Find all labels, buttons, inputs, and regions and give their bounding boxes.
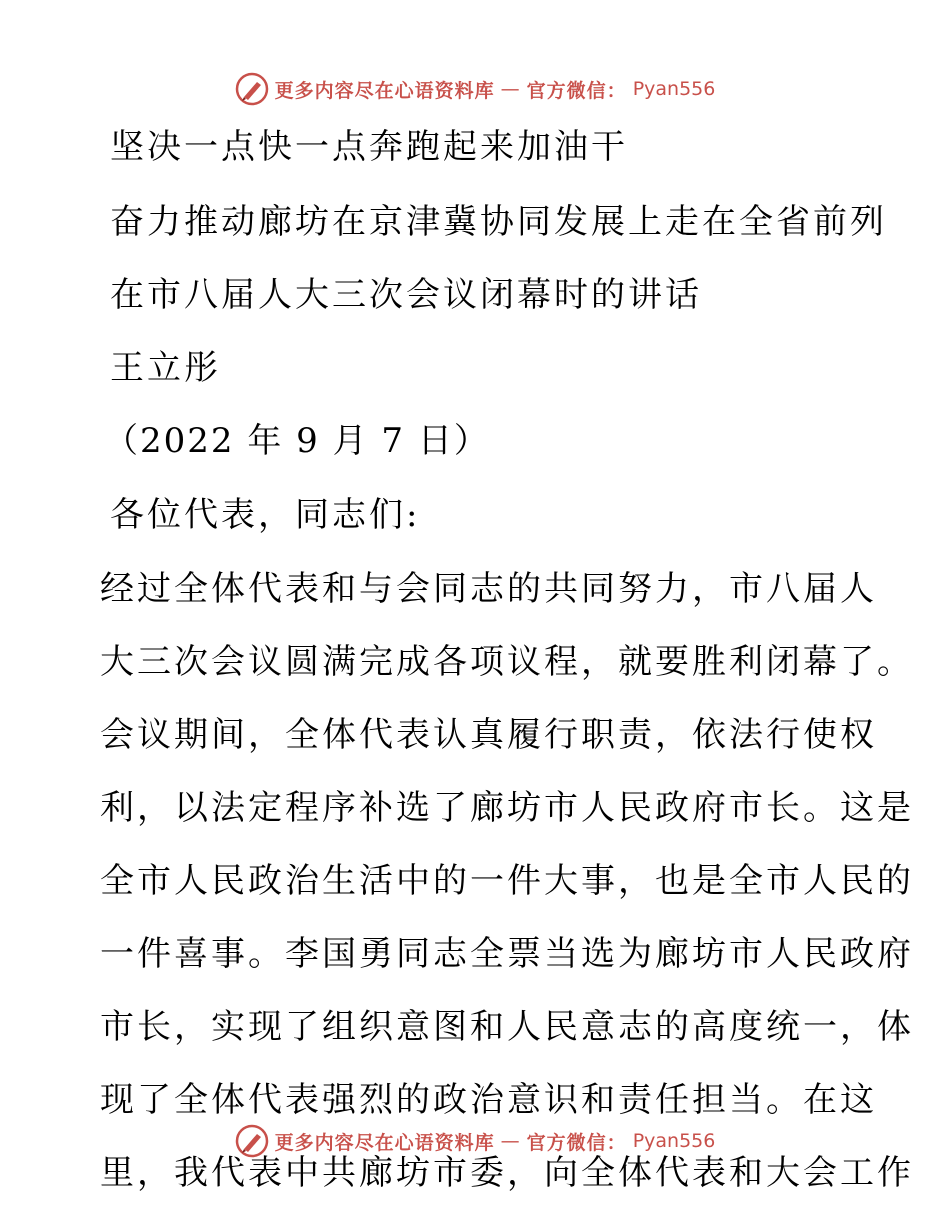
body-line: 全市人民政治生活中的一件大事，也是全市人民的 [100, 861, 914, 901]
body-line: 市长，实现了组织意图和人民意志的高度统一，体 [100, 1007, 914, 1047]
author-name: 王立彤 [110, 348, 221, 388]
watermark-text: 更多内容尽在心语资料库 [274, 79, 495, 102]
body-line: 经过全体代表和与会同志的共同努力，市八届人 [100, 569, 877, 609]
body-line: 一件喜事。李国勇同志全票当选为廊坊市人民政府 [100, 934, 914, 974]
watermark-separator: — [500, 78, 521, 100]
body-line: 里，我代表中共廊坊市委，向全体代表和大会工作 [100, 1153, 914, 1193]
pen-logo-icon [235, 1124, 269, 1158]
watermark-text: 更多内容尽在心语资料库 [274, 1131, 495, 1154]
pen-logo-icon [235, 72, 269, 106]
body-line: 现了全体代表强烈的政治意识和责任担当。在这 [100, 1080, 877, 1120]
body-line: 会议期间，全体代表认真履行职责，依法行使权 [100, 715, 877, 755]
body-line: 大三次会议圆满完成各项议程，就要胜利闭幕了。 [100, 642, 914, 682]
watermark-separator: — [500, 1130, 521, 1152]
watermark-wechat-label: 官方微信： [526, 1131, 627, 1154]
watermark-wechat-id: Pyan556 [632, 78, 716, 100]
body-line: 利，以法定程序补选了廊坊市人民政府市长。这是 [100, 788, 914, 828]
title-line-1: 坚决一点快一点奔跑起来加油干 [110, 127, 628, 167]
salutation: 各位代表，同志们: [110, 495, 421, 535]
footer-watermark [0, 1124, 950, 1158]
header-watermark [0, 72, 950, 106]
title-line-3: 在市八届人大三次会议闭幕时的讲话 [110, 275, 702, 315]
watermark-wechat-label: 官方微信： [526, 79, 627, 102]
speech-date: （2022 年 9 月 7 日） [104, 421, 490, 461]
title-line-2: 奋力推动廊坊在京津冀协同发展上走在全省前列 [110, 202, 887, 242]
watermark-wechat-id: Pyan556 [632, 1130, 716, 1152]
